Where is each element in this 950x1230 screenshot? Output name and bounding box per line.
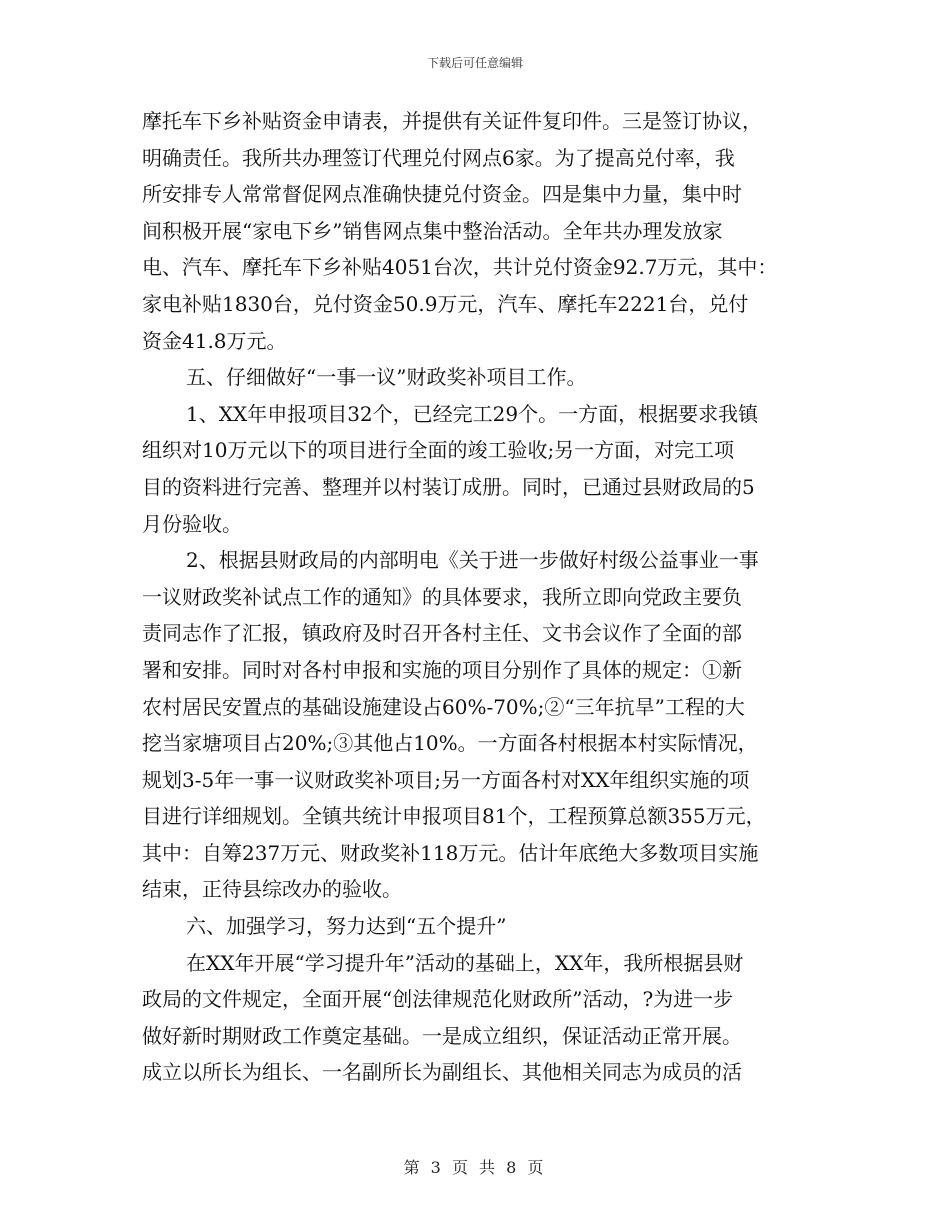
body-line: 一议财政奖补试点工作的通知》的具体要求，我所立即向党政主要负	[142, 584, 742, 609]
paragraph-start: 在XX年开展“学习提升年”活动的基础上，XX年，我所根据县财	[186, 950, 744, 975]
document-body	[142, 103, 826, 1091]
body-line: 署和安排。同时对各村申报和实施的项目分别作了具体的规定：①新	[142, 657, 742, 682]
body-line: 家电补贴1830台，兑付资金50.9万元，汽车、摩托车2221台，兑付	[142, 291, 749, 316]
body-line: 责同志作了汇报，镇政府及时召开各村主任、文书会议作了全面的部	[142, 621, 742, 646]
body-line: 挖当家塘项目占20%;③其他占10%。一方面各村根据本村实际情况，	[142, 731, 758, 756]
body-line: 电、汽车、摩托车下乡补贴4051台次，共计兑付资金92.7万元，其中：	[142, 255, 778, 280]
body-line: 目进行详细规划。全镇共统计申报项目81个，工程预算总额355万元，	[142, 804, 766, 829]
body-line: 农村居民安置点的基础设施建设占60%-70%;②“三年抗旱”工程的大	[142, 694, 745, 719]
body-line: 间积极开展“家电下乡”销售网点集中整治活动。全年共办理发放家	[142, 218, 723, 243]
body-line: 成立以所长为组长、一名副所长为副组长、其他相关同志为成员的活	[142, 1060, 742, 1085]
section-heading: 六、加强学习，努力达到“五个提升”	[186, 914, 507, 939]
body-line: 月份验收。	[142, 511, 242, 536]
body-line: 其中：自筹237万元、财政奖补118万元。估计年底绝大多数项目实施	[142, 840, 759, 865]
body-line: 政局的文件规定，全面开展“创法律规范化财政所”活动，?为进一步	[142, 987, 734, 1012]
page-footer: 第 3 页 共 8 页	[403, 1158, 547, 1177]
body-line: 目的资料进行完善、整理并以村装订成册。同时，已通过县财政局的5	[142, 474, 755, 499]
body-line: 摩托车下乡补贴资金申请表，并提供有关证件复印件。三是签订协议，	[142, 109, 762, 133]
body-line: 所安排专人常常督促网点准确快捷兑付资金。四是集中力量，集中时	[142, 182, 742, 207]
paragraph-start: 1、XX年申报项目32个，已经完工29个。一方面，根据要求我镇	[186, 401, 759, 426]
body-line: 明确责任。我所共办理签订代理兑付网点6家。为了提高兑付率，我	[142, 145, 735, 170]
body-line: 做好新时期财政工作奠定基础。一是成立组织，保证活动正常开展。	[142, 1023, 742, 1048]
body-line: 结束，正待县综改办的验收。	[142, 877, 402, 902]
body-line: 资金41.8万元。	[142, 328, 287, 353]
section-heading: 五、仔细做好“一事一议”财政奖补项目工作。	[186, 365, 587, 390]
paragraph-start: 2、根据县财政局的内部明电《关于进一步做好村级公益事业一事	[186, 548, 759, 573]
body-line: 组织对10万元以下的项目进行全面的竣工验收;另一方面，对完工项	[142, 438, 735, 463]
page-header: 下载后可任意编辑	[426, 56, 523, 70]
body-line: 规划3-5年一事一议财政奖补项目;另一方面各村对XX年组织实施的项	[142, 767, 750, 792]
